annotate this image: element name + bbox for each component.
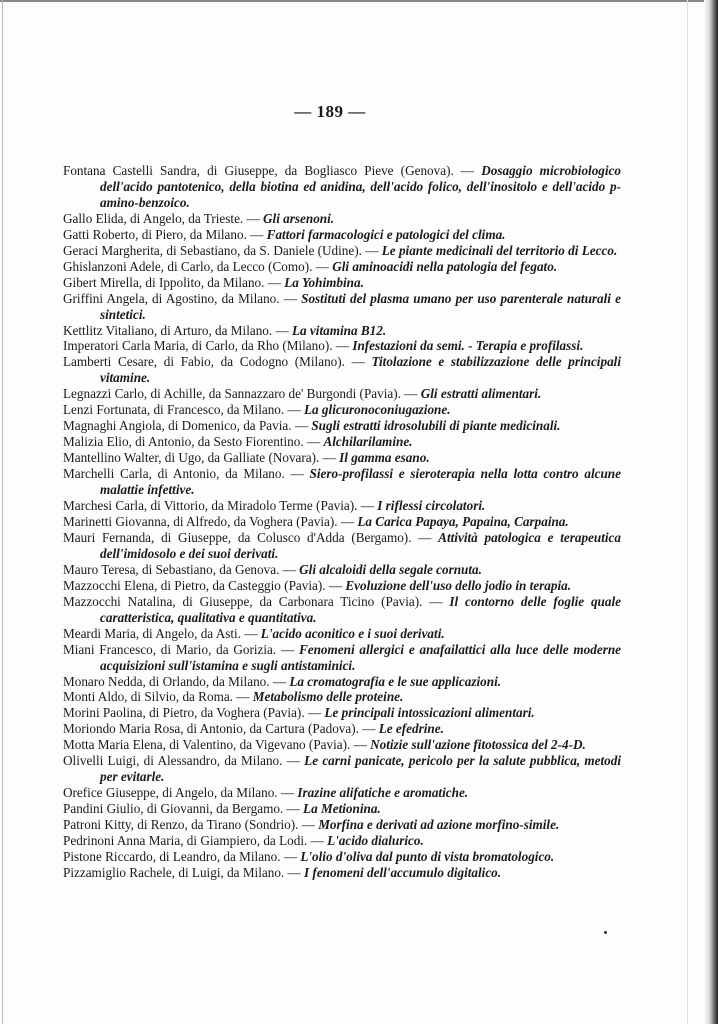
list-item: [63, 753, 621, 785]
list-item: [63, 163, 621, 211]
entry-author: Mazzocchi Natalina, di Giuseppe, da Carbonara Ticino (Pavia). —: [63, 593, 450, 609]
entry-title: Alchilarilamine.: [323, 434, 413, 450]
list-item: [63, 849, 621, 865]
list-item: [63, 450, 621, 466]
entry-author: Malizia Elio, di Antonio, da Sesto Fiorentino. —: [63, 434, 324, 450]
entry-title: Sostituti del plasma umano per uso parenterale naturali e sintetici.: [100, 290, 621, 322]
entry-title: Fattori farmacologici e patologici del clima.: [266, 226, 506, 242]
entry-author: Pistone Riccardo, di Leandro, da Milano. —: [63, 848, 301, 864]
entry-author: Monti Aldo, di Silvio, da Roma. —: [63, 689, 253, 705]
entry-author: Marinetti Giovanna, di Alfredo, da Voghera (Pavia). —: [63, 513, 358, 529]
entry-title: Evoluzione dell'uso dello jodio in terapia.: [345, 577, 572, 593]
entry-author: Pandini Giulio, di Giovanni, da Bergamo. —: [63, 801, 304, 817]
entry-title: La glicuronoconiugazione.: [303, 402, 451, 418]
list-item: [63, 817, 621, 833]
list-item: [63, 737, 621, 753]
entry-author: Geraci Margherita, di Sebastiano, da S. Daniele (Udine). —: [63, 242, 382, 258]
list-item: [63, 578, 621, 594]
entry-author: Olivelli Luigi, di Alessandro, da Milano. —: [63, 753, 305, 769]
entry-title: La Metionina.: [303, 801, 381, 817]
list-item: [63, 801, 621, 817]
entry-title: Gli alcaloidi della segale cornuta.: [299, 561, 482, 577]
list-item: [63, 674, 621, 690]
entry-title: Sugli estratti idrosolubili di piante medicinali.: [311, 418, 561, 434]
list-item: [63, 785, 621, 801]
list-item: [63, 275, 621, 291]
list-item: [63, 227, 621, 243]
entry-title: Gli arsenoni.: [263, 210, 335, 226]
list-item: [63, 418, 621, 434]
entry-author: Pizzamiglio Rachele, di Luigi, da Milano. —: [63, 864, 304, 880]
entry-author: Morini Paolina, di Pietro, da Voghera (Pavia). —: [63, 705, 325, 721]
entry-title: Siero-profilassi e sieroterapia nella lotta contro alcune malattie infettive.: [100, 466, 621, 498]
scan-edge-top: [0, 0, 718, 2]
entry-title: Il gamma esano.: [339, 450, 430, 466]
entry-title: L'olio d'oliva dal punto di vista bromatologico.: [300, 848, 555, 864]
list-item: [63, 626, 621, 642]
entry-author: Griffini Angela, di Agostino, da Milano. —: [63, 290, 302, 306]
entry-author: Gibert Mirella, di Ippolito, da Milano. —: [63, 274, 285, 290]
entry-author: Ghislanzoni Adele, di Carlo, da Lecco (Como). —: [63, 258, 333, 274]
entry-title: Morfina e derivati ad azione morfino-simile.: [318, 817, 560, 833]
entry-title: L'acido dialurico.: [327, 833, 424, 849]
list-item: [63, 466, 621, 498]
list-item: [63, 338, 621, 354]
entry-author: Meardi Maria, di Angelo, da Asti. —: [63, 625, 261, 641]
entry-title: I fenomeni dell'accumulo digitalico.: [304, 864, 502, 880]
entry-author: Miani Francesco, di Mario, da Gorizia. —: [63, 641, 299, 657]
entry-title: Titolazione e stabilizzazione delle principali vitamine.: [100, 354, 621, 386]
list-item: [63, 514, 621, 530]
entry-title: La cromatografia e le sue applicazioni.: [289, 673, 502, 689]
entry-author: Gallo Elida, di Angelo, da Trieste. —: [63, 210, 263, 226]
entry-author: Legnazzi Carlo, di Achille, da Sannazzaro de' Burgondi (Pavia). —: [63, 386, 421, 402]
list-item: [63, 705, 621, 721]
entry-title: Infestazioni da semi. - Terapia e profilassi.: [352, 338, 584, 354]
book-binding-edge: [704, 0, 718, 1024]
entry-author: Pedrinoni Anna Maria, di Giampiero, da Lodi. —: [63, 833, 328, 849]
list-item: [63, 434, 621, 450]
entry-title: Le efedrine.: [378, 721, 444, 737]
entry-author: Lenzi Fortunata, di Francesco, da Milano. —: [63, 402, 304, 418]
entry-author: Orefice Giuseppe, di Angelo, da Milano. —: [63, 785, 298, 801]
entry-title: Attività patologica e terapeutica dell'imidosolo e dei suoi derivati.: [100, 529, 622, 561]
thesis-list: [63, 163, 621, 881]
entry-author: Patroni Kitty, di Renzo, da Tirano (Sondrio). —: [63, 817, 319, 833]
entry-title: I riflessi circolatori.: [377, 498, 486, 514]
list-item: [63, 243, 621, 259]
entry-title: La Carica Papaya, Papaina, Carpaina.: [357, 513, 569, 529]
entry-title: L'acido aconitico e i suoi derivati.: [260, 625, 445, 641]
list-item: [63, 642, 621, 674]
entry-title: Gli estratti alimentari.: [420, 386, 542, 402]
entry-author: Marchesi Carla, di Vittorio, da Miradolo Terme (Pavia). —: [63, 498, 378, 514]
entry-author: Mauri Fernanda, di Giuseppe, da Colusco d'Adda (Bergamo). —: [63, 529, 439, 545]
entry-author: Mazzocchi Elena, di Pietro, da Casteggio (Pavia). —: [63, 577, 346, 593]
list-item: [63, 259, 621, 275]
entry-author: Mantellino Walter, di Ugo, da Galliate (Novara). —: [63, 450, 340, 466]
list-item: [63, 530, 621, 562]
entry-author: Magnaghi Angiola, di Domenico, da Pavia. —: [63, 418, 312, 434]
page-number: — 189 —: [294, 102, 366, 121]
list-item: [63, 865, 621, 881]
scan-edge-line: [687, 0, 688, 1024]
entry-author: Moriondo Maria Rosa, di Antonio, da Cartura (Padova). —: [63, 721, 379, 737]
list-item: [63, 386, 621, 402]
list-item: [63, 594, 621, 626]
entry-author: Monaro Nedda, di Orlando, da Milano. —: [63, 673, 290, 689]
list-item: [63, 354, 621, 386]
list-item: [63, 291, 621, 323]
entry-title: La Yohimbina.: [284, 274, 364, 290]
list-item: [63, 689, 621, 705]
entry-title: Dosaggio microbiologico dell'acido pantotenico, della biotina ed anidina, dell'acido folico, dell'inositolo e dell'acido p-amino-benzoico.: [100, 163, 621, 210]
entry-title: Le principali intossicazioni alimentari.: [324, 705, 535, 721]
entry-title: Notizie sull'azione fitotossica del 2-4-D.: [370, 737, 586, 753]
entry-title: Le carni panicate, pericolo per la salute pubblica, metodi per evitarle.: [100, 753, 621, 785]
list-item: [63, 402, 621, 418]
entry-author: Gatti Roberto, di Piero, da Milano. —: [63, 226, 267, 242]
list-item: [63, 211, 621, 227]
entry-author: Marchelli Carla, di Antonio, da Milano. —: [63, 466, 310, 482]
entry-title: Irazine alifatiche e aromatiche.: [297, 785, 469, 801]
list-item: [63, 323, 621, 339]
entry-title: Il contorno delle foglie quale caratteristica, qualitativa e quantitativa.: [100, 593, 622, 625]
entry-title: Fenomeni allergici e anafailattici alla luce delle moderne acquisizioni sull'istamina e sugli antistaminici.: [100, 641, 622, 673]
list-item: [63, 833, 621, 849]
entry-title: Gli aminoacidi nella patologia del fegato.: [332, 258, 558, 274]
scan-edge-left: [2, 0, 3, 1024]
entry-author: Imperatori Carla Maria, di Carlo, da Rho (Milano). —: [63, 338, 353, 354]
entry-title: Metabolismo delle proteine.: [252, 689, 404, 705]
list-item: [63, 562, 621, 578]
entry-title: La vitamina B12.: [291, 322, 387, 338]
scan-speck: [604, 931, 607, 934]
list-item: [63, 721, 621, 737]
entry-title: Le piante medicinali del territorio di Lecco.: [381, 242, 618, 258]
entry-author: Fontana Castelli Sandra, di Giuseppe, da Bogliasco Pieve (Genova). —: [63, 163, 482, 178]
entry-author: Mauro Teresa, di Sebastiano, da Genova. —: [63, 561, 300, 577]
entry-author: Kettlitz Vitaliano, di Arturo, da Milano. —: [63, 322, 292, 338]
list-item: [63, 498, 621, 514]
entry-author: Motta Maria Elena, di Valentino, da Vigevano (Pavia). —: [63, 737, 371, 753]
entry-author: Lamberti Cesare, di Fabio, da Codogno (Milano). —: [63, 354, 372, 370]
